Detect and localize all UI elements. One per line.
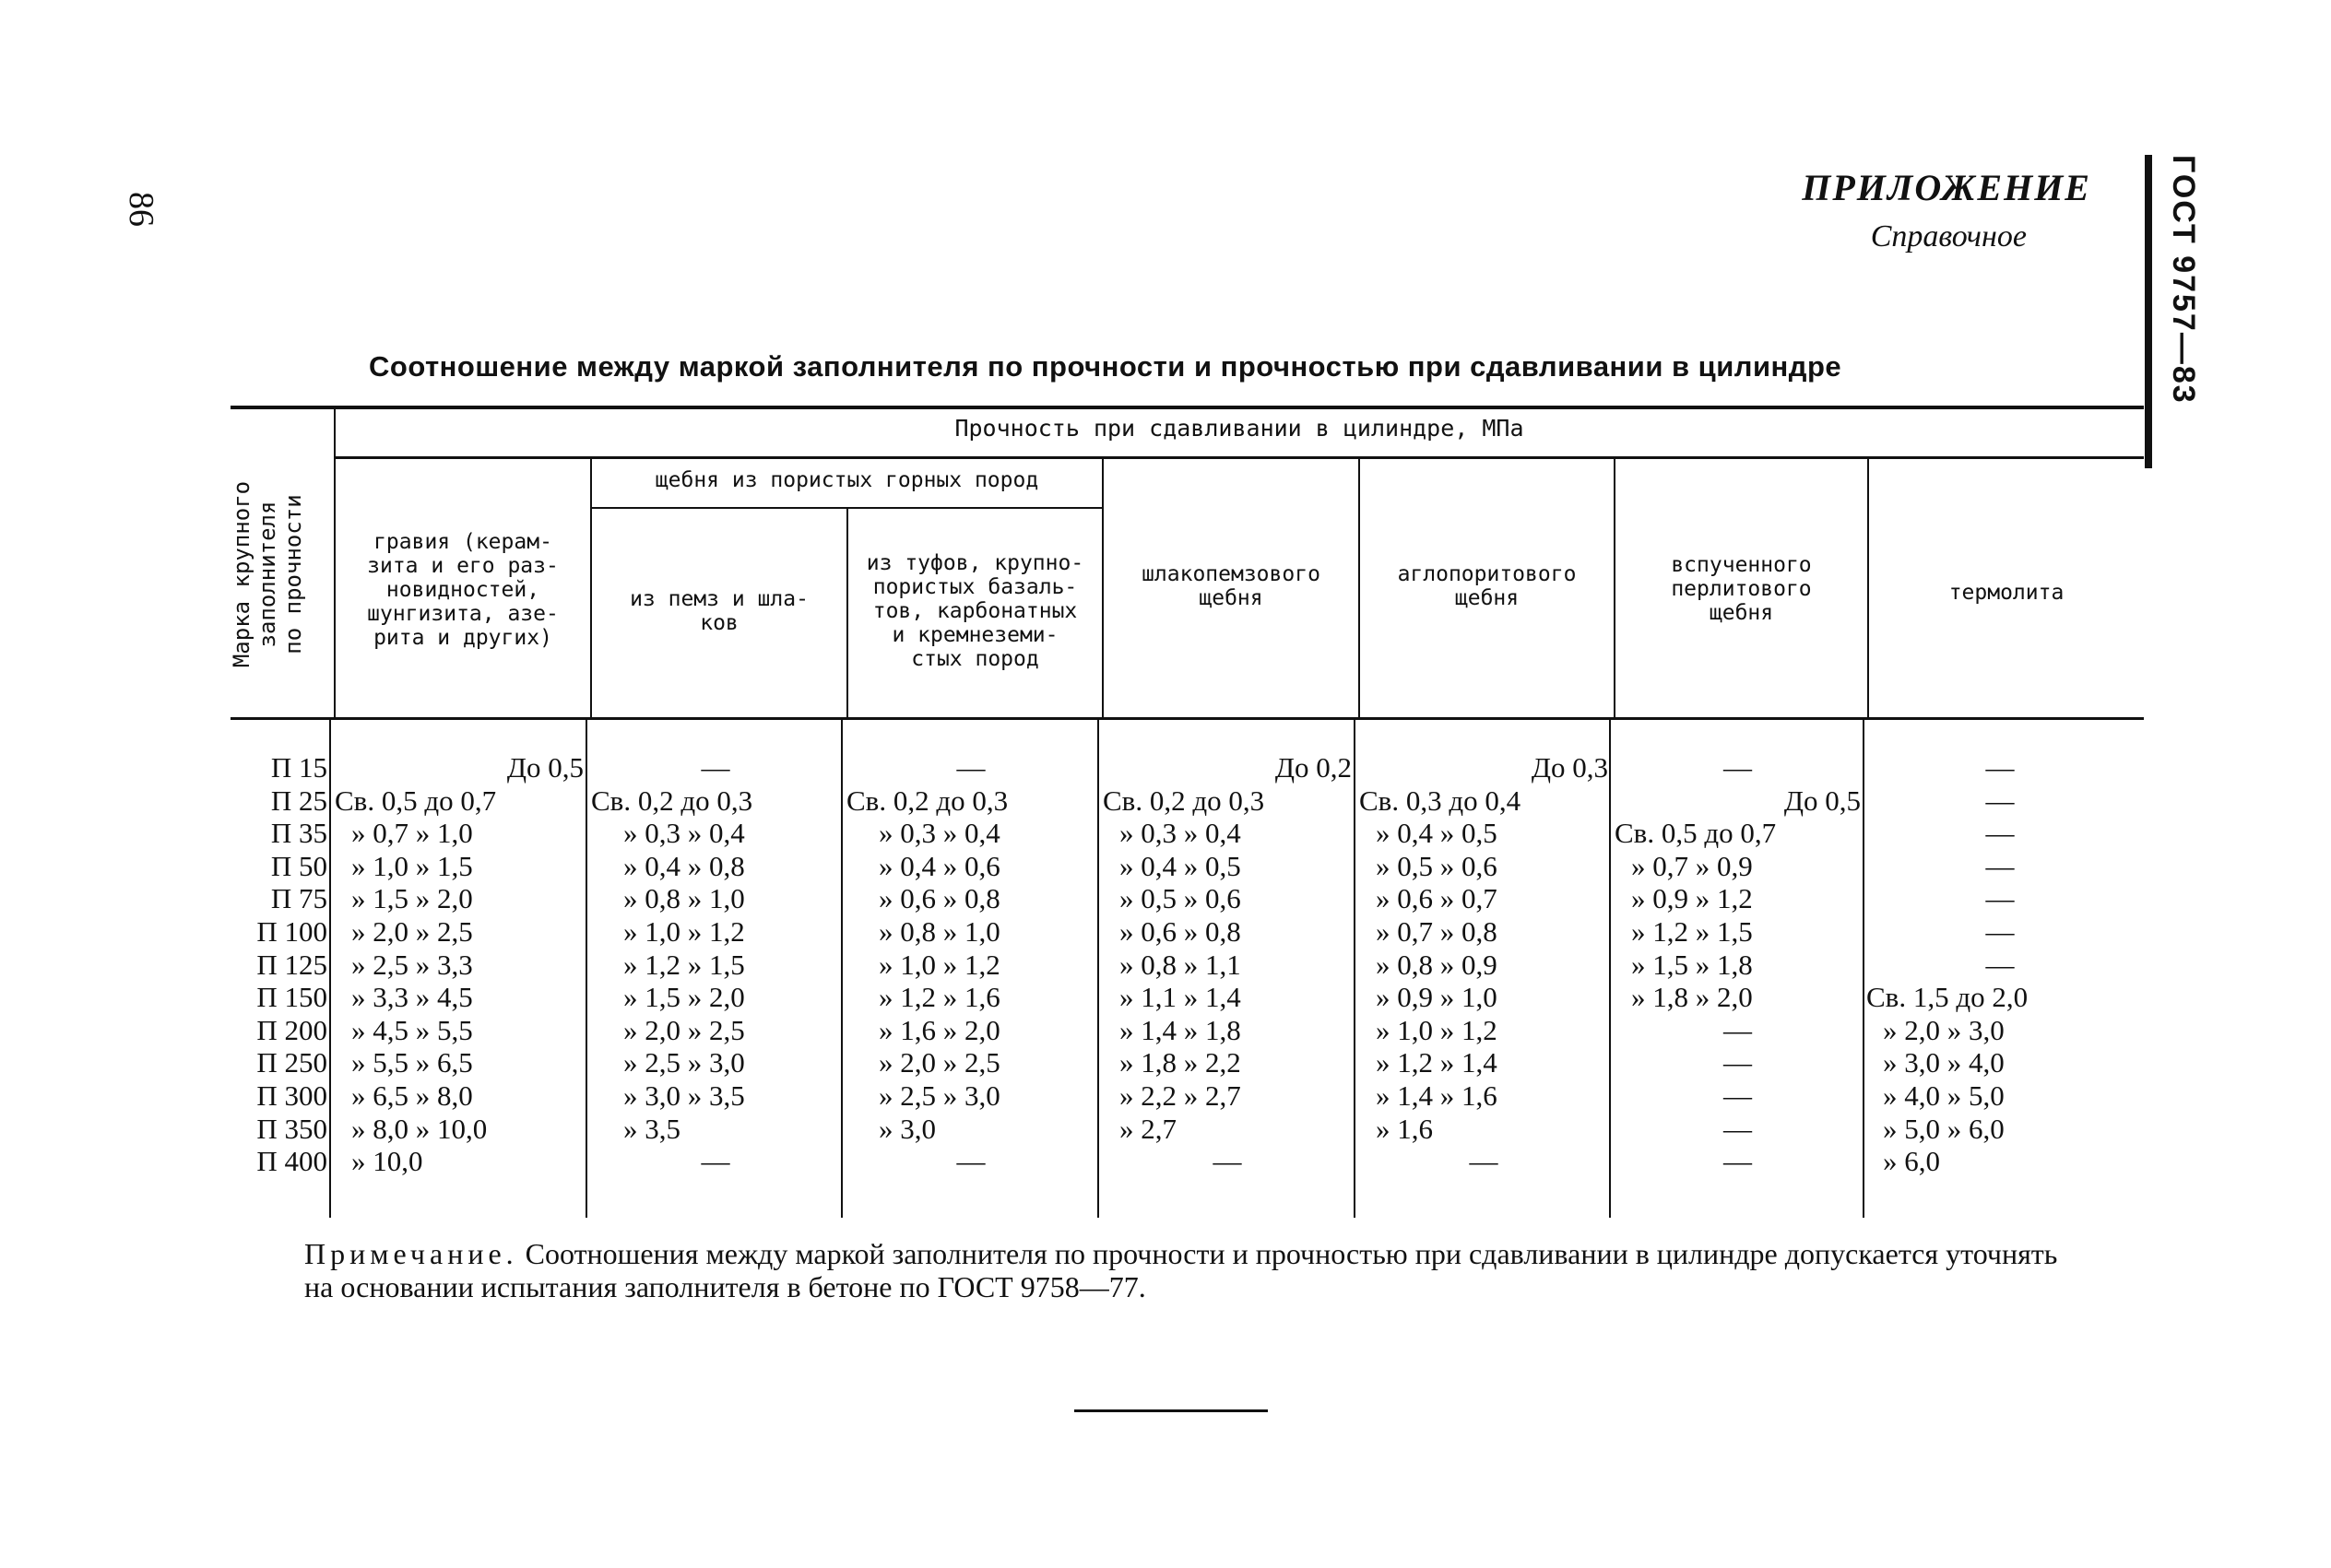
table-cell: » 5,0 » 6,0 — [1883, 1112, 2005, 1145]
table-cell: » 1,5 » 2,0 — [623, 981, 745, 1014]
body-divider — [1097, 720, 1099, 1218]
grade-cell: П 350 — [256, 1112, 327, 1145]
end-rule — [1074, 1409, 1268, 1412]
grade-cell: П 25 — [270, 784, 327, 817]
table-cell: » 3,0 — [879, 1112, 936, 1145]
page-number: 86 — [122, 192, 160, 227]
grade-cell: П 200 — [256, 1013, 327, 1046]
table-cell: » 0,6 » 0,7 — [1376, 882, 1497, 915]
gost-margin-rule — [2145, 155, 2152, 468]
table-cell: — — [956, 1145, 986, 1178]
table-cell: » 3,5 — [623, 1112, 680, 1145]
table-cell: » 0,7 » 1,0 — [351, 817, 473, 850]
table-cell: До 0,5 — [506, 751, 584, 784]
table-cell: » 4,5 » 5,5 — [351, 1013, 473, 1046]
pumice-column — [591, 751, 840, 1178]
table-cell: До 0,3 — [1531, 751, 1608, 784]
group-header: Прочность при сдавливании в цилиндре, МПа — [954, 415, 1524, 442]
grade-cell: П 125 — [256, 948, 327, 981]
table-cell: » 0,5 » 0,6 — [1376, 849, 1497, 882]
table-cell: Св. 0,5 до 0,7 — [335, 784, 497, 817]
perlite-column — [1615, 751, 1861, 1178]
table-cell: » 1,0 » 1,2 — [879, 948, 1000, 981]
table-top-rule — [231, 406, 2144, 409]
tuff-column — [846, 751, 1095, 1178]
table-cell: » 2,0 » 2,5 — [879, 1046, 1000, 1079]
grade-column — [231, 751, 327, 1178]
table-cell: » 0,8 » 0,9 — [1376, 948, 1497, 981]
table-cell: » 2,2 » 2,7 — [1119, 1079, 1241, 1112]
table-cell: » 0,3 » 0,4 — [879, 817, 1000, 850]
appendix-title: ПРИЛОЖЕНИЕ — [1802, 167, 2091, 208]
table-cell: Св. 0,2 до 0,3 — [846, 784, 1009, 817]
table-cell: — — [1723, 1112, 1752, 1145]
table-cell: До 0,2 — [1274, 751, 1352, 784]
table-cell: — — [1985, 817, 2015, 850]
table-cell: Св. 0,2 до 0,3 — [591, 784, 753, 817]
table-cell: — — [1723, 751, 1752, 784]
table-cell: » 1,1 » 1,4 — [1119, 981, 1241, 1014]
thermolite-column — [1866, 751, 2134, 1178]
table-cell: » 1,0 » 1,2 — [1376, 1013, 1497, 1046]
column-header-perlite: вспученного перлитового щебня — [1671, 553, 1812, 625]
table-cell: Св. 0,3 до 0,4 — [1359, 784, 1521, 817]
table-cell: » 2,0 » 2,5 — [351, 914, 473, 948]
column-header-pumice: из пемз и шла- ков — [630, 587, 809, 635]
column-header-slag-pumice: шлакопемзового щебня — [1142, 562, 1320, 610]
body-divider — [329, 720, 331, 1218]
table-cell: » 1,5 » 1,8 — [1631, 948, 1753, 981]
agloporite-column — [1359, 751, 1608, 1178]
table-cell: » 1,6 — [1376, 1112, 1433, 1145]
table-cell: » 1,8 » 2,2 — [1119, 1046, 1241, 1079]
table-cell: Св. 1,5 до 2,0 — [1866, 981, 2029, 1014]
grade-cell: П 100 — [256, 914, 327, 948]
table-cell: » 0,4 » 0,8 — [623, 849, 745, 882]
header-bottom-rule — [231, 717, 2144, 720]
table-cell: До 0,5 — [1783, 784, 1861, 817]
table-cell: » 0,4 » 0,6 — [879, 849, 1000, 882]
table-cell: — — [1469, 1145, 1498, 1178]
table-cell: » 1,4 » 1,8 — [1119, 1013, 1241, 1046]
table-cell: » 2,5 » 3,0 — [879, 1079, 1000, 1112]
column-header-thermolite: термолита — [1948, 581, 2065, 605]
table-cell: — — [1985, 849, 2015, 882]
table-cell: » 4,0 » 5,0 — [1883, 1079, 2005, 1112]
group-header-rule — [334, 456, 2144, 459]
grade-cell: П 300 — [256, 1079, 327, 1112]
table-cell: » 0,6 » 0,8 — [879, 882, 1000, 915]
grade-cell: П 15 — [270, 751, 327, 784]
table-cell: — — [1985, 882, 2015, 915]
table-cell: » 0,3 » 0,4 — [1119, 817, 1241, 850]
table-cell: » 6,5 » 8,0 — [351, 1079, 473, 1112]
note-label: Примечание. — [304, 1237, 518, 1270]
table-cell: » 6,0 — [1883, 1145, 1940, 1178]
grade-cell: П 50 — [270, 849, 327, 882]
table-cell: » 2,5 » 3,0 — [623, 1046, 745, 1079]
grade-column-header: Марка крупного заполнителя по прочности — [229, 480, 306, 668]
table-cell: Св. 0,2 до 0,3 — [1103, 784, 1265, 817]
table-cell: » 5,5 » 6,5 — [351, 1046, 473, 1079]
body-divider — [841, 720, 843, 1218]
slag-pumice-column — [1103, 751, 1352, 1178]
table-cell: — — [1723, 1079, 1752, 1112]
table-cell: » 1,6 » 2,0 — [879, 1013, 1000, 1046]
table-cell: » 1,2 » 1,5 — [1631, 914, 1753, 948]
table-cell: » 0,8 » 1,0 — [623, 882, 745, 915]
table-cell: » 1,2 » 1,6 — [879, 981, 1000, 1014]
table-cell: » 10,0 — [351, 1145, 423, 1178]
table-note — [304, 1237, 2084, 1303]
table-cell: — — [1985, 914, 2015, 948]
table-cell: — — [1723, 1013, 1752, 1046]
table-cell: » 2,0 » 2,5 — [623, 1013, 745, 1046]
column-header-tuff: из туфов, крупно- пористых базаль- тов, карбонатных и кремнеземи- стых пород — [866, 551, 1084, 671]
table-cell: » 1,2 » 1,4 — [1376, 1046, 1497, 1079]
grade-cell: П 35 — [270, 817, 327, 850]
column-header-gravel: гравия (керам- зита и его раз- новидностей, шунгизита, азе- рита и других) — [367, 530, 559, 650]
column-header-agloporite: аглопоритового щебня — [1397, 562, 1577, 610]
table-cell: — — [1985, 784, 2015, 817]
note-text: Соотношения между маркой заполнителя по прочности и прочностью при сдавливании в цилиндре допускается уточнять на основании испытания заполнителя в бетоне по ГОСТ 9758—77. — [304, 1237, 2058, 1303]
table-cell: » 0,4 » 0,5 — [1119, 849, 1241, 882]
table-cell: » 0,6 » 0,8 — [1119, 914, 1241, 948]
grade-cell: П 400 — [256, 1145, 327, 1178]
table-cell: » 0,7 » 0,8 — [1376, 914, 1497, 948]
table-cell: » 1,2 » 1,5 — [623, 948, 745, 981]
table-title: Соотношение между маркой заполнителя по прочности и прочностью при сдавливании в цилиндре — [369, 350, 1842, 383]
table-cell: — — [1213, 1145, 1242, 1178]
table-cell: » 3,0 » 3,5 — [623, 1079, 745, 1112]
table-cell: — — [1723, 1046, 1752, 1079]
body-divider — [586, 720, 587, 1218]
body-divider — [1863, 720, 1864, 1218]
table-cell: » 8,0 » 10,0 — [351, 1112, 488, 1145]
table-cell: » 1,0 » 1,2 — [623, 914, 745, 948]
table-cell: — — [701, 751, 730, 784]
table-cell: » 1,0 » 1,5 — [351, 849, 473, 882]
table-cell: — — [1723, 1145, 1752, 1178]
table-cell: » 0,3 » 0,4 — [623, 817, 745, 850]
table-cell: Св. 0,5 до 0,7 — [1615, 817, 1777, 850]
body-divider — [1609, 720, 1611, 1218]
grade-cell: П 250 — [256, 1046, 327, 1079]
table-cell: — — [1985, 751, 2015, 784]
body-divider — [1354, 720, 1355, 1218]
table-cell: » 0,5 » 0,6 — [1119, 882, 1241, 915]
grade-cell: П 75 — [270, 882, 327, 915]
table-cell: » 0,4 » 0,5 — [1376, 817, 1497, 850]
table-cell: » 3,0 » 4,0 — [1883, 1046, 2005, 1079]
table-cell: » 1,5 » 2,0 — [351, 882, 473, 915]
table-cell: » 0,7 » 0,9 — [1631, 849, 1753, 882]
table-cell: » 2,7 — [1119, 1112, 1177, 1145]
gravel-column — [335, 751, 584, 1178]
grade-cell: П 150 — [256, 981, 327, 1014]
table-cell: » 0,9 » 1,2 — [1631, 882, 1753, 915]
table-cell: » 1,8 » 2,0 — [1631, 981, 1753, 1014]
table-cell: — — [1985, 948, 2015, 981]
table-cell: » 1,4 » 1,6 — [1376, 1079, 1497, 1112]
table-cell: — — [956, 751, 986, 784]
table-cell: » 0,9 » 1,0 — [1376, 981, 1497, 1014]
appendix-subtitle: Справочное — [1870, 219, 2027, 253]
table-cell: » 2,5 » 3,3 — [351, 948, 473, 981]
table-cell: — — [701, 1145, 730, 1178]
gost-code: ГОСТ 9757—83 — [2166, 155, 2201, 405]
table-cell: » 0,8 » 1,0 — [879, 914, 1000, 948]
crushed-group-header: щебня из пористых горных пород — [655, 468, 1039, 492]
table-cell: » 0,8 » 1,1 — [1119, 948, 1241, 981]
table-cell: » 2,0 » 3,0 — [1883, 1013, 2005, 1046]
table-cell: » 3,3 » 4,5 — [351, 981, 473, 1014]
